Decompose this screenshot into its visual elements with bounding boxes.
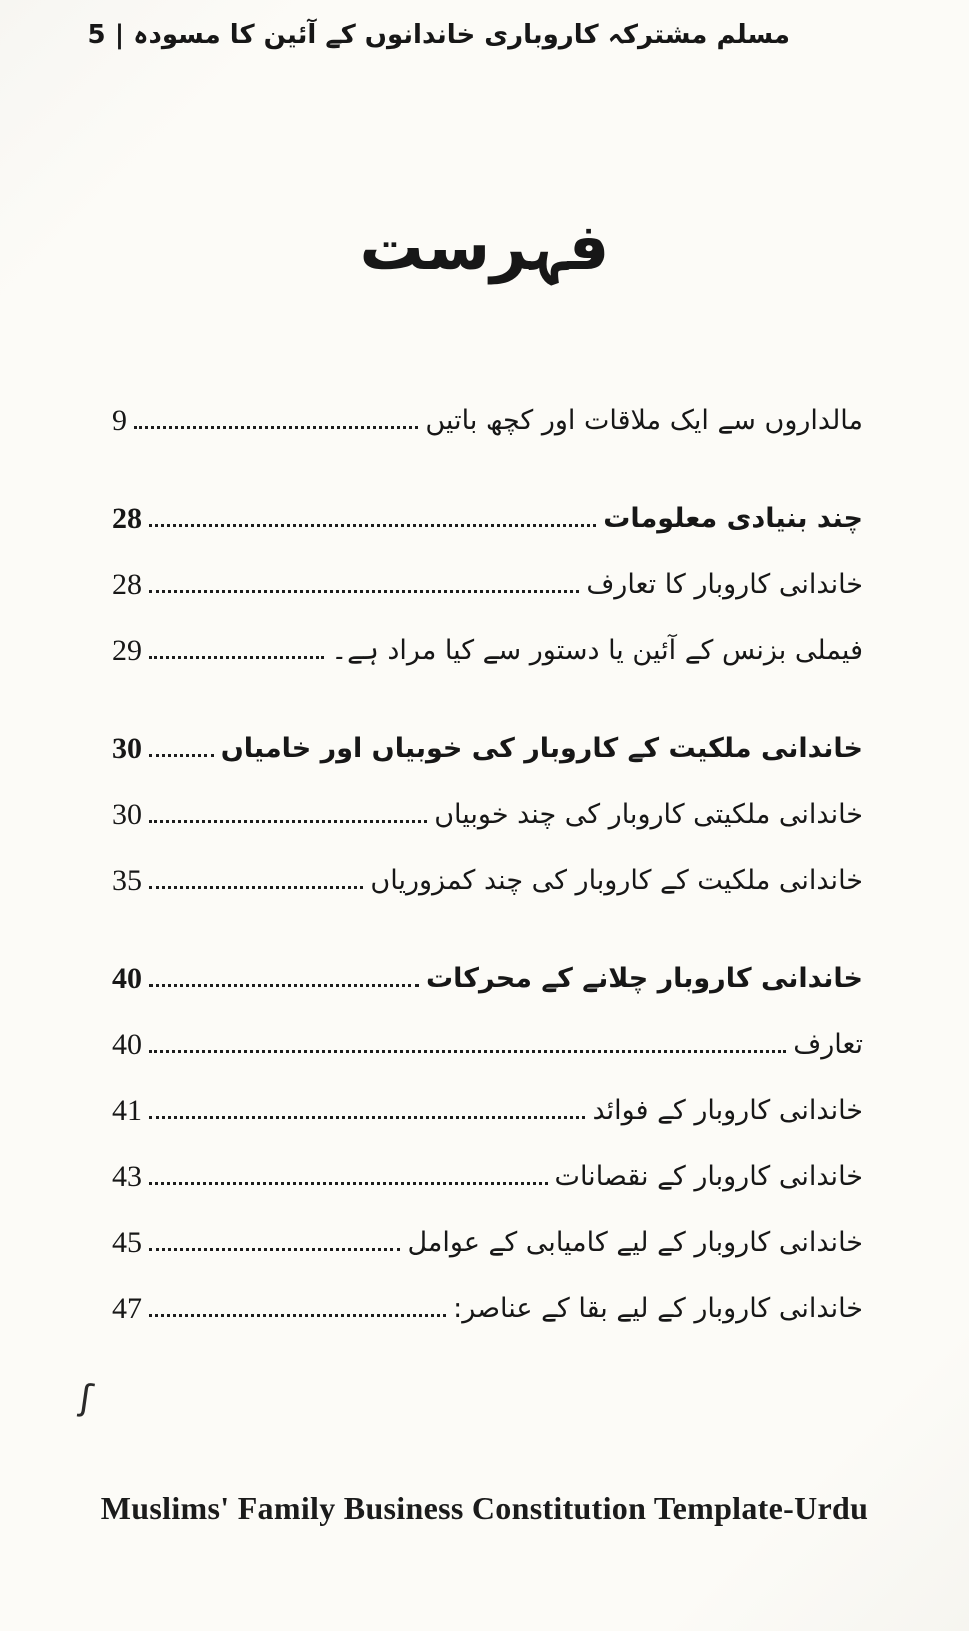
dotted-leader — [149, 1314, 446, 1317]
toc-entry — [112, 786, 863, 834]
footer-title: Muslims' Family Business Constitution Template-Urdu — [100, 1490, 869, 1526]
toc-entry-page: 28 — [112, 502, 142, 535]
toc-entry — [112, 1148, 863, 1196]
toc-group — [112, 392, 863, 440]
toc — [112, 392, 863, 1378]
toc-entry-page: 43 — [112, 1160, 142, 1193]
dotted-leader — [149, 820, 427, 823]
dotted-leader — [149, 754, 214, 757]
dotted-leader — [149, 1116, 585, 1119]
toc-entry — [112, 1082, 863, 1130]
toc-entry-label: تعارف — [793, 1028, 863, 1060]
toc-entry — [112, 1016, 863, 1064]
toc-entry — [112, 720, 863, 768]
dotted-leader — [149, 1050, 786, 1053]
toc-entry-label: خاندانی کاروبار چلانے کے محرکات — [425, 962, 863, 994]
toc-entry — [112, 392, 863, 440]
ink-smudge-mark: ʃ — [77, 1377, 95, 1420]
toc-entry — [112, 852, 863, 900]
toc-entry — [112, 1214, 863, 1262]
toc-entry-page: 29 — [112, 634, 142, 667]
toc-entry — [112, 622, 863, 670]
toc-entry-page: 47 — [112, 1292, 142, 1325]
toc-entry-label: فیملی بزنس کے آئین یا دستور سے کیا مراد ہے۔ — [331, 634, 863, 666]
toc-entry — [112, 490, 863, 538]
toc-entry — [112, 950, 863, 998]
dotted-leader — [149, 524, 596, 527]
toc-entry-label: خاندانی کاروبار کے لیے بقا کے عناصر: — [453, 1292, 863, 1324]
toc-entry-page: 45 — [112, 1226, 142, 1259]
toc-entry-label: خاندانی ملکیت کے کاروبار کی چند کمزوریاں — [370, 864, 863, 896]
toc-entry-label: خاندانی کاروبار کے لیے کامیابی کے عوامل — [407, 1226, 863, 1258]
toc-entry — [112, 1280, 863, 1328]
running-header: مسلم مشترکہ کاروباری خاندانوں کے آئین کا مسودہ | 5 — [87, 20, 790, 50]
toc-entry-page: 30 — [112, 798, 142, 831]
toc-entry-label: چند بنیادی معلومات — [603, 502, 863, 534]
toc-entry-page: 35 — [112, 864, 142, 897]
dotted-leader — [149, 886, 363, 889]
toc-entry-label: خاندانی کاروبار کے فوائد — [592, 1094, 863, 1126]
dotted-leader — [134, 426, 418, 429]
toc-entry-label: خاندانی ملکیت کے کاروبار کی خوبیاں اور خامیاں — [220, 732, 863, 764]
dotted-leader — [149, 590, 579, 593]
dotted-leader — [149, 984, 419, 987]
toc-entry-page: 40 — [112, 1028, 142, 1061]
toc-entry-page: 41 — [112, 1094, 142, 1127]
toc-entry-page: 28 — [112, 568, 142, 601]
dotted-leader — [149, 656, 324, 659]
toc-entry-label: مالداروں سے ایک ملاقات اور کچھ باتیں — [425, 404, 863, 436]
toc-entry-label: خاندانی ملکیتی کاروبار کی چند خوبیاں — [434, 798, 863, 830]
dotted-leader — [149, 1248, 400, 1251]
toc-group — [112, 720, 863, 900]
toc-entry-page: 30 — [112, 732, 142, 765]
toc-group — [112, 950, 863, 1328]
dotted-leader — [149, 1182, 548, 1185]
page-title: فہرست — [359, 211, 610, 285]
toc-group — [112, 490, 863, 670]
toc-entry-label: خاندانی کاروبار کے نقصانات — [554, 1160, 863, 1192]
toc-entry — [112, 556, 863, 604]
toc-entry-label: خاندانی کاروبار کا تعارف — [586, 568, 863, 600]
toc-entry-page: 9 — [112, 404, 127, 437]
toc-entry-page: 40 — [112, 962, 142, 995]
